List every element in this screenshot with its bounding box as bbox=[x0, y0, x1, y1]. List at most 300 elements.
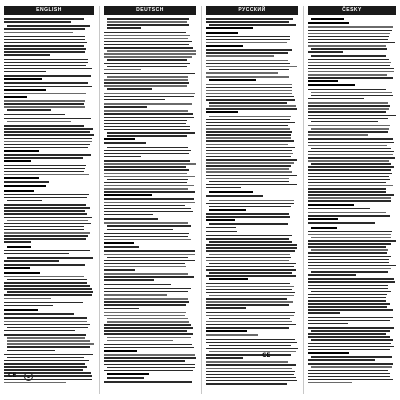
text-line bbox=[206, 87, 292, 89]
text-line bbox=[308, 105, 390, 107]
text-line bbox=[4, 282, 87, 284]
text-line bbox=[206, 298, 287, 300]
text-line bbox=[4, 366, 87, 368]
text-line bbox=[4, 36, 85, 38]
section-heading-line bbox=[209, 79, 256, 81]
text-line bbox=[107, 132, 195, 134]
text-line bbox=[104, 106, 147, 108]
text-line bbox=[206, 195, 263, 197]
text-line bbox=[104, 288, 191, 290]
section-heading-line bbox=[4, 190, 34, 192]
text-line bbox=[308, 288, 388, 290]
text-line bbox=[4, 288, 92, 290]
text-line bbox=[104, 344, 192, 346]
text-line bbox=[4, 103, 84, 105]
text-line bbox=[206, 156, 291, 158]
text-line bbox=[4, 260, 59, 262]
text-line bbox=[206, 84, 292, 86]
text-line bbox=[4, 238, 86, 240]
text-line bbox=[308, 169, 391, 171]
text-line bbox=[206, 247, 297, 249]
text-line bbox=[209, 69, 289, 71]
text-line bbox=[308, 89, 386, 91]
text-line bbox=[206, 266, 294, 268]
text-line bbox=[308, 102, 388, 104]
text-line bbox=[308, 346, 394, 348]
text-line bbox=[308, 111, 386, 113]
text-line bbox=[104, 298, 188, 300]
column-body bbox=[308, 18, 396, 386]
text-line bbox=[104, 153, 189, 155]
text-line bbox=[4, 82, 88, 84]
text-line bbox=[104, 284, 171, 286]
text-line bbox=[308, 59, 389, 61]
text-line bbox=[206, 301, 293, 303]
text-line bbox=[104, 35, 190, 37]
text-line bbox=[206, 327, 289, 329]
text-line bbox=[104, 198, 194, 200]
text-line bbox=[4, 118, 91, 120]
text-line bbox=[311, 366, 392, 368]
text-line bbox=[104, 269, 135, 271]
text-line bbox=[4, 39, 85, 41]
column-header: DEUTSCH bbox=[104, 6, 196, 15]
text-line bbox=[308, 151, 394, 153]
text-line bbox=[206, 307, 246, 309]
text-line bbox=[209, 272, 292, 274]
text-line bbox=[311, 330, 390, 332]
text-line bbox=[311, 95, 393, 97]
text-line bbox=[4, 223, 91, 225]
text-line bbox=[4, 354, 93, 356]
text-line bbox=[311, 48, 387, 50]
text-line bbox=[308, 376, 390, 378]
text-line bbox=[308, 71, 394, 73]
text-line bbox=[4, 134, 94, 136]
text-line bbox=[206, 165, 291, 167]
text-line bbox=[308, 297, 386, 299]
text-line bbox=[4, 369, 83, 371]
text-line bbox=[4, 48, 86, 50]
text-line bbox=[311, 121, 378, 123]
text-line bbox=[7, 337, 85, 339]
section-heading-line bbox=[4, 78, 42, 80]
text-line bbox=[107, 50, 196, 52]
column-divider bbox=[303, 6, 304, 394]
section-heading-line bbox=[209, 191, 253, 193]
text-line bbox=[308, 125, 390, 127]
text-line bbox=[308, 74, 387, 76]
text-line bbox=[104, 279, 154, 281]
text-line bbox=[206, 203, 294, 205]
text-line bbox=[4, 334, 86, 336]
text-line bbox=[104, 202, 195, 204]
text-line bbox=[4, 213, 87, 215]
text-line bbox=[308, 185, 393, 187]
text-line bbox=[311, 148, 391, 150]
text-line bbox=[104, 191, 195, 193]
section-heading-line bbox=[308, 352, 349, 354]
text-line bbox=[308, 256, 391, 258]
text-line bbox=[107, 21, 187, 23]
text-line bbox=[107, 135, 187, 137]
text-line bbox=[104, 246, 139, 248]
text-line bbox=[308, 274, 356, 276]
text-line bbox=[104, 233, 189, 235]
text-line bbox=[7, 357, 84, 359]
text-line bbox=[206, 131, 292, 133]
text-line bbox=[7, 291, 93, 293]
text-line bbox=[104, 56, 192, 58]
text-line bbox=[104, 96, 194, 98]
text-line bbox=[104, 129, 190, 131]
text-line bbox=[206, 162, 294, 164]
text-line bbox=[209, 295, 294, 297]
text-line bbox=[308, 333, 386, 335]
text-line bbox=[308, 200, 391, 202]
text-line bbox=[206, 150, 292, 152]
text-line bbox=[308, 142, 394, 144]
text-line bbox=[4, 229, 84, 231]
text-line bbox=[107, 27, 141, 29]
text-line bbox=[206, 49, 292, 51]
text-line bbox=[107, 337, 191, 339]
text-line bbox=[4, 171, 84, 173]
text-line bbox=[308, 243, 391, 245]
text-line bbox=[104, 254, 195, 256]
column-body bbox=[4, 18, 94, 386]
text-line bbox=[206, 18, 293, 20]
text-line bbox=[107, 76, 188, 78]
section-heading-line bbox=[4, 272, 40, 274]
text-line bbox=[4, 114, 65, 116]
text-line bbox=[4, 28, 85, 30]
text-line bbox=[4, 138, 92, 140]
text-line bbox=[206, 184, 297, 186]
text-line bbox=[104, 142, 146, 144]
text-line bbox=[104, 266, 186, 268]
text-line bbox=[308, 166, 394, 168]
text-line bbox=[4, 298, 51, 300]
text-line bbox=[209, 345, 291, 347]
text-line bbox=[209, 181, 289, 183]
text-line bbox=[104, 211, 193, 213]
text-line bbox=[107, 367, 195, 369]
column-body bbox=[104, 18, 196, 386]
text-line bbox=[308, 259, 389, 261]
section-heading-line bbox=[104, 350, 137, 352]
text-line bbox=[206, 168, 289, 170]
text-line bbox=[104, 47, 193, 49]
text-line bbox=[308, 265, 396, 267]
text-line bbox=[4, 181, 49, 183]
text-line bbox=[308, 45, 386, 47]
section-heading-line bbox=[4, 185, 46, 187]
text-line bbox=[311, 356, 392, 358]
text-line bbox=[308, 281, 395, 283]
text-line bbox=[107, 179, 188, 181]
section-heading-line bbox=[4, 150, 39, 152]
text-line bbox=[107, 318, 188, 320]
text-line bbox=[104, 113, 193, 115]
text-line bbox=[311, 339, 393, 341]
text-line bbox=[206, 60, 288, 62]
text-line bbox=[308, 62, 391, 64]
text-line bbox=[206, 187, 241, 189]
text-line bbox=[104, 370, 193, 372]
section-heading-line bbox=[4, 89, 46, 91]
text-line bbox=[104, 32, 186, 34]
text-line bbox=[104, 304, 186, 306]
text-line bbox=[308, 268, 391, 270]
text-line bbox=[308, 42, 395, 44]
text-line bbox=[206, 292, 295, 294]
text-line bbox=[209, 24, 296, 26]
text-line bbox=[308, 246, 386, 248]
text-line bbox=[206, 371, 295, 373]
text-line bbox=[311, 163, 391, 165]
text-line bbox=[206, 364, 296, 366]
text-line bbox=[206, 231, 237, 233]
text-line bbox=[104, 357, 196, 359]
text-line bbox=[104, 123, 186, 125]
text-line bbox=[209, 254, 290, 256]
text-line bbox=[4, 174, 89, 176]
text-line bbox=[308, 370, 388, 372]
text-line bbox=[308, 182, 386, 184]
text-line bbox=[311, 92, 392, 94]
section-heading-line bbox=[104, 194, 152, 196]
text-line bbox=[104, 260, 195, 262]
section-heading-line bbox=[4, 267, 30, 269]
text-line bbox=[206, 260, 289, 262]
text-line bbox=[308, 222, 375, 224]
text-line bbox=[206, 93, 292, 95]
text-line bbox=[4, 372, 91, 374]
text-line bbox=[206, 342, 297, 344]
text-line bbox=[4, 18, 84, 20]
column-header: РУССКИЙ bbox=[206, 6, 298, 15]
text-line bbox=[308, 312, 340, 314]
text-line bbox=[104, 73, 195, 75]
text-line bbox=[104, 120, 187, 122]
text-line bbox=[7, 220, 88, 222]
text-line bbox=[308, 179, 390, 181]
text-line bbox=[104, 250, 195, 252]
text-line bbox=[206, 361, 288, 363]
text-line bbox=[4, 313, 74, 315]
text-line bbox=[107, 257, 188, 259]
text-line bbox=[206, 321, 292, 323]
text-line bbox=[209, 116, 291, 118]
text-line bbox=[206, 383, 287, 385]
text-line bbox=[4, 86, 92, 88]
text-line bbox=[4, 21, 71, 23]
text-line bbox=[4, 321, 87, 323]
text-line bbox=[4, 302, 83, 304]
text-line bbox=[206, 283, 290, 285]
text-line bbox=[308, 39, 388, 41]
text-line bbox=[308, 65, 390, 67]
text-line bbox=[206, 269, 296, 271]
text-line bbox=[209, 241, 292, 243]
text-line bbox=[206, 39, 290, 41]
text-line bbox=[206, 153, 293, 155]
text-line bbox=[311, 291, 391, 293]
text-line bbox=[308, 157, 395, 159]
text-line bbox=[308, 145, 387, 147]
section-heading-line bbox=[311, 227, 337, 229]
text-line bbox=[308, 215, 390, 217]
text-line bbox=[104, 354, 195, 356]
text-line bbox=[7, 121, 71, 123]
text-line bbox=[4, 235, 88, 237]
text-line bbox=[206, 125, 288, 127]
text-line bbox=[107, 225, 191, 227]
section-heading-line bbox=[311, 18, 344, 20]
text-line bbox=[104, 273, 188, 275]
text-line bbox=[206, 312, 295, 314]
section-heading-line bbox=[104, 242, 134, 244]
column-deutsch bbox=[104, 6, 196, 394]
text-line bbox=[104, 156, 141, 158]
column-divider bbox=[99, 6, 100, 394]
text-line bbox=[311, 55, 386, 57]
text-line bbox=[308, 323, 348, 325]
section-heading-line bbox=[308, 22, 349, 24]
text-line bbox=[206, 137, 291, 139]
text-line bbox=[4, 168, 85, 170]
text-line bbox=[206, 334, 258, 336]
text-line bbox=[206, 55, 274, 57]
text-line bbox=[308, 30, 392, 32]
text-line bbox=[209, 206, 291, 208]
text-line bbox=[4, 147, 88, 149]
text-line bbox=[4, 42, 87, 44]
text-line bbox=[308, 382, 352, 384]
text-line bbox=[308, 68, 394, 70]
text-line bbox=[308, 231, 392, 233]
text-line bbox=[206, 289, 292, 291]
text-line bbox=[308, 349, 390, 351]
text-line bbox=[104, 239, 191, 241]
text-line bbox=[209, 223, 288, 225]
text-line bbox=[7, 340, 90, 342]
text-line bbox=[4, 207, 90, 209]
text-line bbox=[4, 324, 90, 326]
text-line bbox=[4, 375, 92, 377]
text-line bbox=[308, 134, 368, 136]
text-line bbox=[4, 232, 90, 234]
text-line bbox=[104, 176, 195, 178]
text-line bbox=[206, 119, 290, 121]
text-line bbox=[308, 303, 390, 305]
text-line bbox=[206, 380, 297, 382]
text-line bbox=[308, 36, 389, 38]
text-line bbox=[7, 257, 93, 259]
text-line bbox=[104, 166, 186, 168]
text-line bbox=[104, 222, 188, 224]
column-russian bbox=[206, 6, 298, 394]
section-heading-line bbox=[206, 45, 243, 47]
text-line bbox=[308, 26, 393, 28]
text-line bbox=[206, 304, 289, 306]
text-line bbox=[104, 312, 186, 314]
section-heading-line bbox=[308, 218, 338, 220]
recycle-icon bbox=[24, 372, 33, 381]
text-line bbox=[7, 279, 87, 281]
text-line bbox=[206, 108, 297, 110]
column-header: ČESKY bbox=[308, 6, 396, 15]
text-line bbox=[209, 351, 296, 353]
text-line bbox=[206, 213, 289, 215]
text-line bbox=[206, 52, 288, 54]
text-line bbox=[206, 63, 290, 65]
text-line bbox=[4, 128, 93, 130]
text-line bbox=[206, 90, 292, 92]
text-line bbox=[104, 150, 191, 152]
text-line bbox=[206, 244, 297, 246]
text-line bbox=[104, 93, 195, 95]
section-heading-line bbox=[209, 278, 248, 280]
text-line bbox=[206, 354, 291, 356]
section-heading-line bbox=[4, 96, 27, 98]
text-line bbox=[206, 227, 236, 229]
text-line bbox=[104, 205, 185, 207]
text-line bbox=[206, 99, 295, 101]
text-line bbox=[206, 171, 292, 173]
text-line bbox=[4, 253, 69, 255]
text-line bbox=[308, 294, 387, 296]
text-line bbox=[206, 175, 297, 177]
text-line bbox=[107, 88, 152, 90]
text-line bbox=[206, 286, 294, 288]
column-header: ENGLISH bbox=[4, 6, 94, 15]
text-line bbox=[206, 134, 291, 136]
section-heading-line bbox=[107, 373, 149, 375]
text-line bbox=[4, 54, 50, 56]
text-line bbox=[206, 36, 290, 38]
text-line bbox=[308, 336, 390, 338]
section-heading-line bbox=[206, 111, 238, 113]
text-line bbox=[206, 315, 294, 317]
text-line bbox=[4, 363, 85, 365]
text-line bbox=[311, 249, 388, 251]
text-line bbox=[206, 178, 289, 180]
text-line bbox=[4, 241, 31, 243]
text-line bbox=[308, 285, 388, 287]
text-line bbox=[206, 122, 295, 124]
text-line bbox=[308, 309, 393, 311]
text-line bbox=[104, 163, 196, 165]
text-line bbox=[308, 51, 343, 53]
text-line bbox=[104, 117, 194, 119]
text-line bbox=[4, 157, 83, 159]
text-line bbox=[107, 229, 173, 231]
text-line bbox=[104, 103, 192, 105]
text-line bbox=[104, 85, 187, 87]
text-line bbox=[206, 72, 278, 74]
section-heading-line bbox=[4, 177, 39, 179]
text-line bbox=[206, 216, 290, 218]
text-line bbox=[4, 204, 86, 206]
column-divider bbox=[201, 6, 202, 394]
text-line bbox=[4, 32, 73, 34]
text-line bbox=[104, 330, 187, 332]
text-line bbox=[4, 51, 85, 53]
text-line bbox=[104, 236, 188, 238]
text-line bbox=[308, 234, 391, 236]
